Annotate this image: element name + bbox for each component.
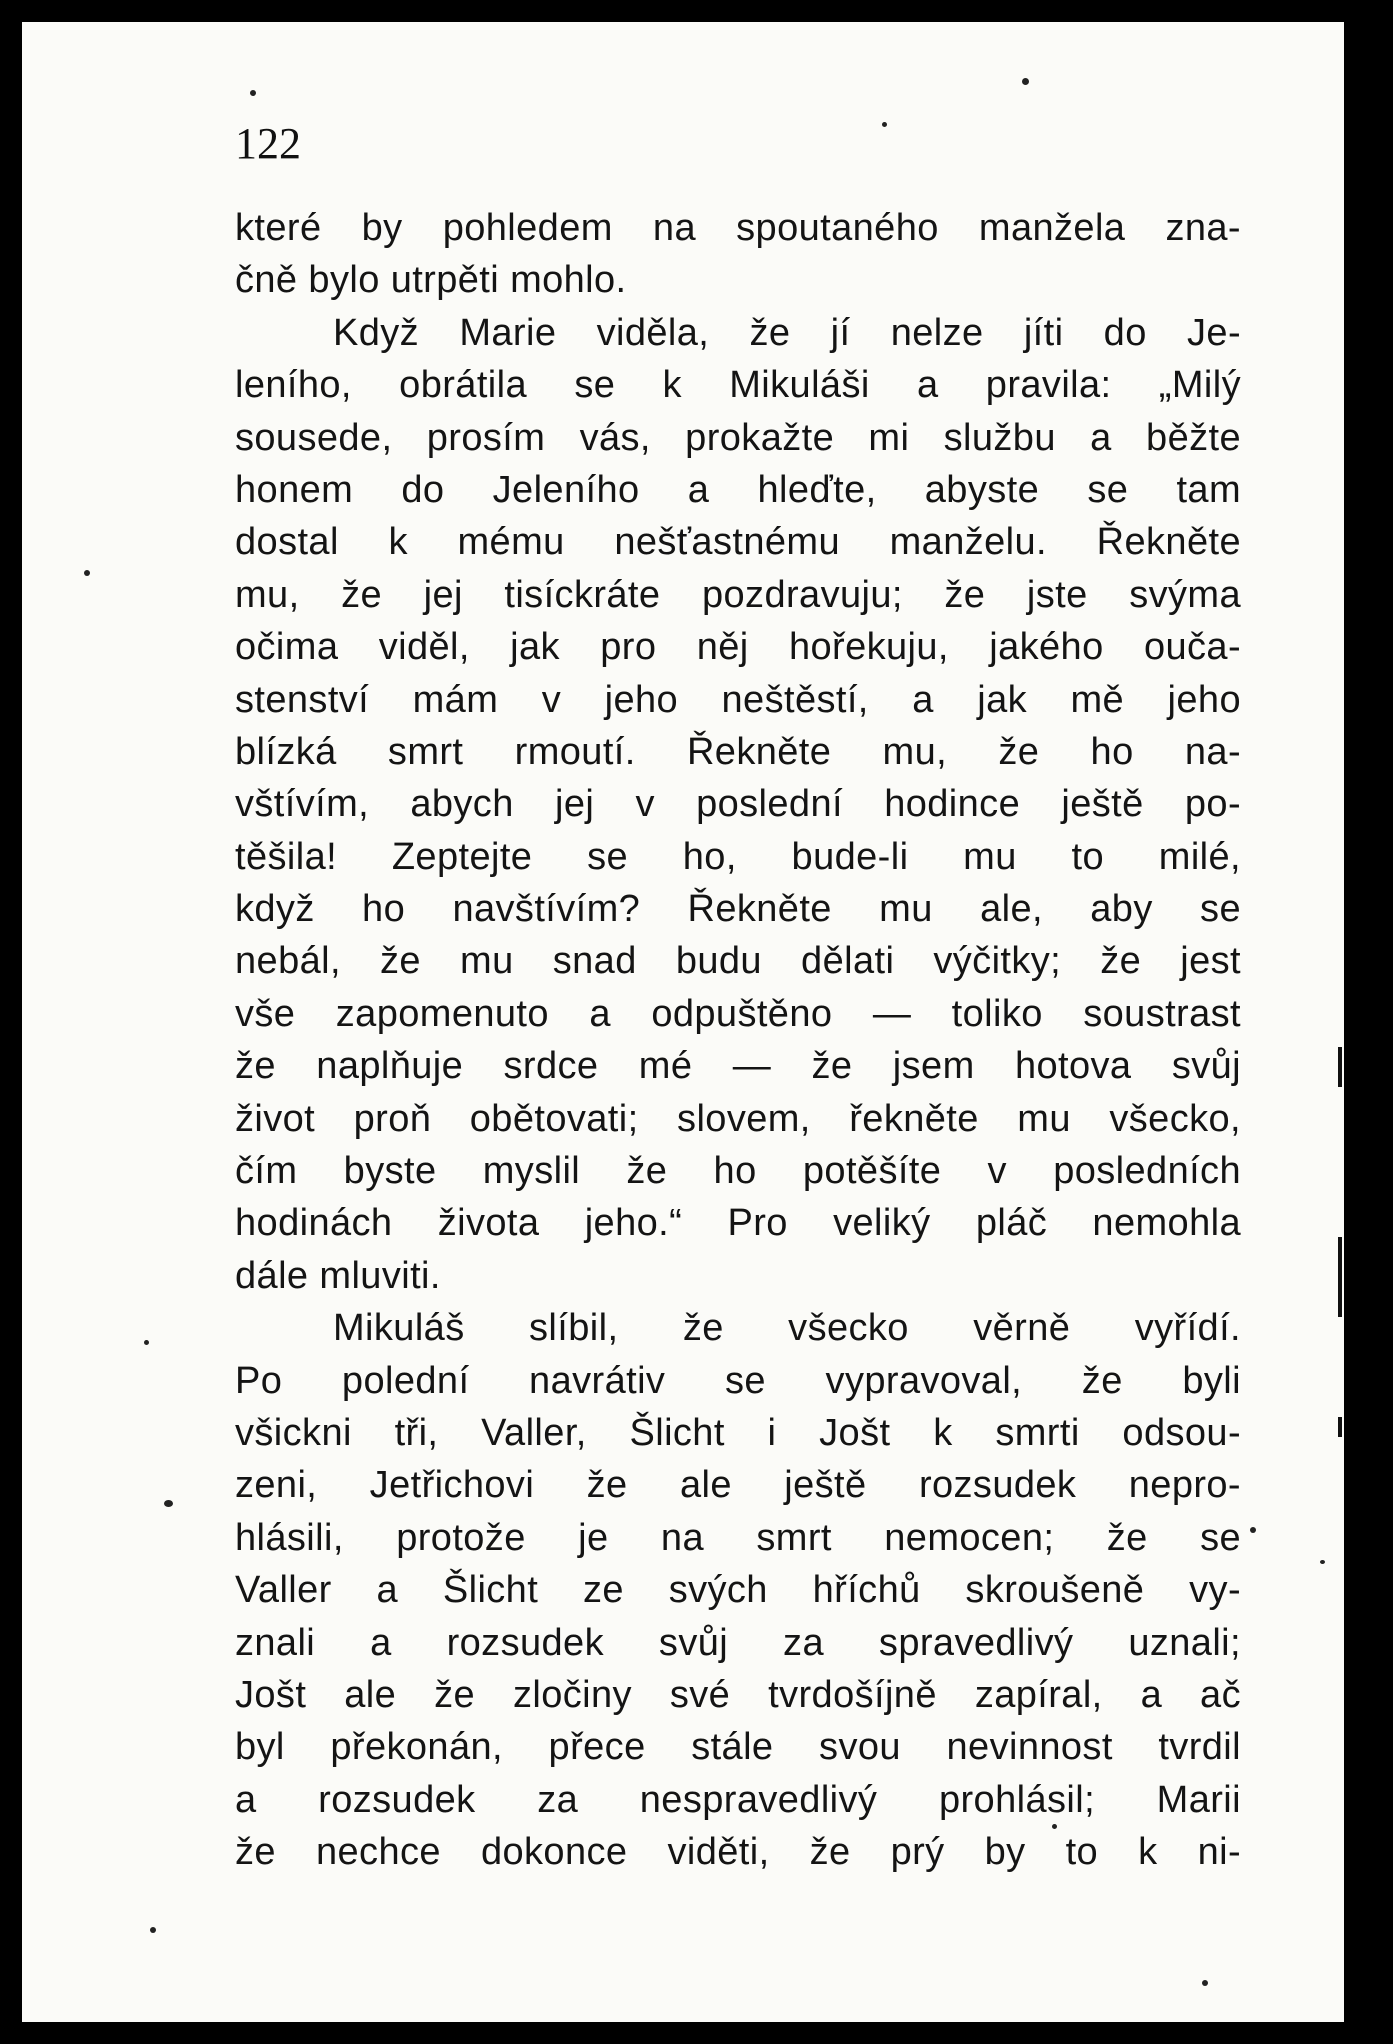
text-line: dostal k mému nešťastnému manželu. Řekněte bbox=[235, 521, 1241, 564]
text-line: hodinách života jeho.“ Pro veliký pláč nemohla bbox=[235, 1202, 1241, 1245]
text-line: Po polední navrátiv se vypravoval, že byli bbox=[235, 1359, 1241, 1402]
text-line: vštívím, abych jej v poslední hodince ještě po- bbox=[235, 783, 1241, 826]
page-number: 122 bbox=[235, 119, 301, 168]
text-line: a rozsudek za nespravedlivý prohlásil; Marii bbox=[235, 1778, 1241, 1821]
text-line: že naplňuje srdce mé — že jsem hotova svůj bbox=[235, 1045, 1241, 1088]
text-line: všickni tři, Valler, Šlicht i Jošt k smrti odsou- bbox=[235, 1411, 1241, 1454]
ink-speck bbox=[1022, 78, 1029, 85]
text-line: mu, že jej tisíckráte pozdravuju; že jste svýma bbox=[235, 573, 1241, 616]
text-line: znali a rozsudek svůj za spravedlivý uznali; bbox=[235, 1621, 1241, 1664]
ink-speck bbox=[1250, 1527, 1256, 1533]
text-line: Valler a Šlicht ze svých hříchů skroušeně vy- bbox=[235, 1569, 1241, 1612]
text-line: že nechce dokonce viděti, že prý by to k ni- bbox=[235, 1831, 1241, 1874]
ink-speck bbox=[1320, 1560, 1325, 1564]
ink-speck bbox=[882, 122, 887, 127]
text-line: stenství mám v jeho neštěstí, a jak mě jeho bbox=[235, 678, 1241, 721]
ink-speck bbox=[1202, 1980, 1208, 1986]
text-line: které by pohledem na spoutaného manžela zna- bbox=[235, 207, 1241, 249]
text-line: leního, obrátila se k Mikuláši a pravila: „Milý bbox=[235, 364, 1241, 407]
text-line: Jošt ale že zločiny své tvrdošíjně zapíral, a ač bbox=[235, 1673, 1241, 1716]
ink-speck bbox=[144, 1340, 149, 1345]
page-edge-mark bbox=[1338, 1047, 1342, 1087]
text-line: těšila! Zeptejte se ho, bude-li mu to milé, bbox=[235, 835, 1241, 878]
text-line: čně bylo utrpěti mohlo. bbox=[235, 259, 627, 302]
ink-speck bbox=[164, 1500, 173, 1507]
text-line: když ho navštívím? Řekněte mu ale, aby se bbox=[235, 888, 1241, 931]
page-edge-mark bbox=[1338, 1237, 1342, 1317]
text-line: Mikuláš slíbil, že všecko věrně vyřídí. bbox=[333, 1307, 1241, 1350]
page-edge-mark bbox=[1338, 1417, 1342, 1437]
text-line: honem do Jeleního a hleďte, abyste se tam bbox=[235, 468, 1241, 511]
text-line: život proň obětovati; slovem, řekněte mu všecko, bbox=[235, 1097, 1241, 1140]
text-line: očima viděl, jak pro něj hořekuju, jakého ouča- bbox=[235, 626, 1241, 669]
text-line: blízká smrt rmoutí. Řekněte mu, že ho na- bbox=[235, 730, 1241, 773]
text-line: sousede, prosím vás, prokažte mi službu a běžte bbox=[235, 416, 1241, 459]
text-line: zeni, Jetřichovi že ale ještě rozsudek nepro- bbox=[235, 1464, 1241, 1507]
ink-speck bbox=[250, 90, 256, 96]
text-line: byl překonán, přece stále svou nevinnost tvrdil bbox=[235, 1726, 1241, 1769]
text-line: Když Marie viděla, že jí nelze jíti do Je- bbox=[333, 311, 1241, 354]
text-line: vše zapomenuto a odpuštěno — toliko soustrast bbox=[235, 992, 1241, 1035]
body-text bbox=[235, 202, 1241, 1879]
ink-speck bbox=[150, 1927, 156, 1933]
book-page bbox=[22, 22, 1344, 2022]
text-line: dále mluviti. bbox=[235, 1254, 441, 1297]
text-line: hlásili, protože je na smrt nemocen; že se bbox=[235, 1516, 1241, 1559]
text-line: nebál, že mu snad budu dělati výčitky; že jest bbox=[235, 940, 1241, 983]
ink-speck bbox=[84, 570, 90, 576]
text-line: čím byste myslil že ho potěšíte v posledních bbox=[235, 1150, 1241, 1193]
